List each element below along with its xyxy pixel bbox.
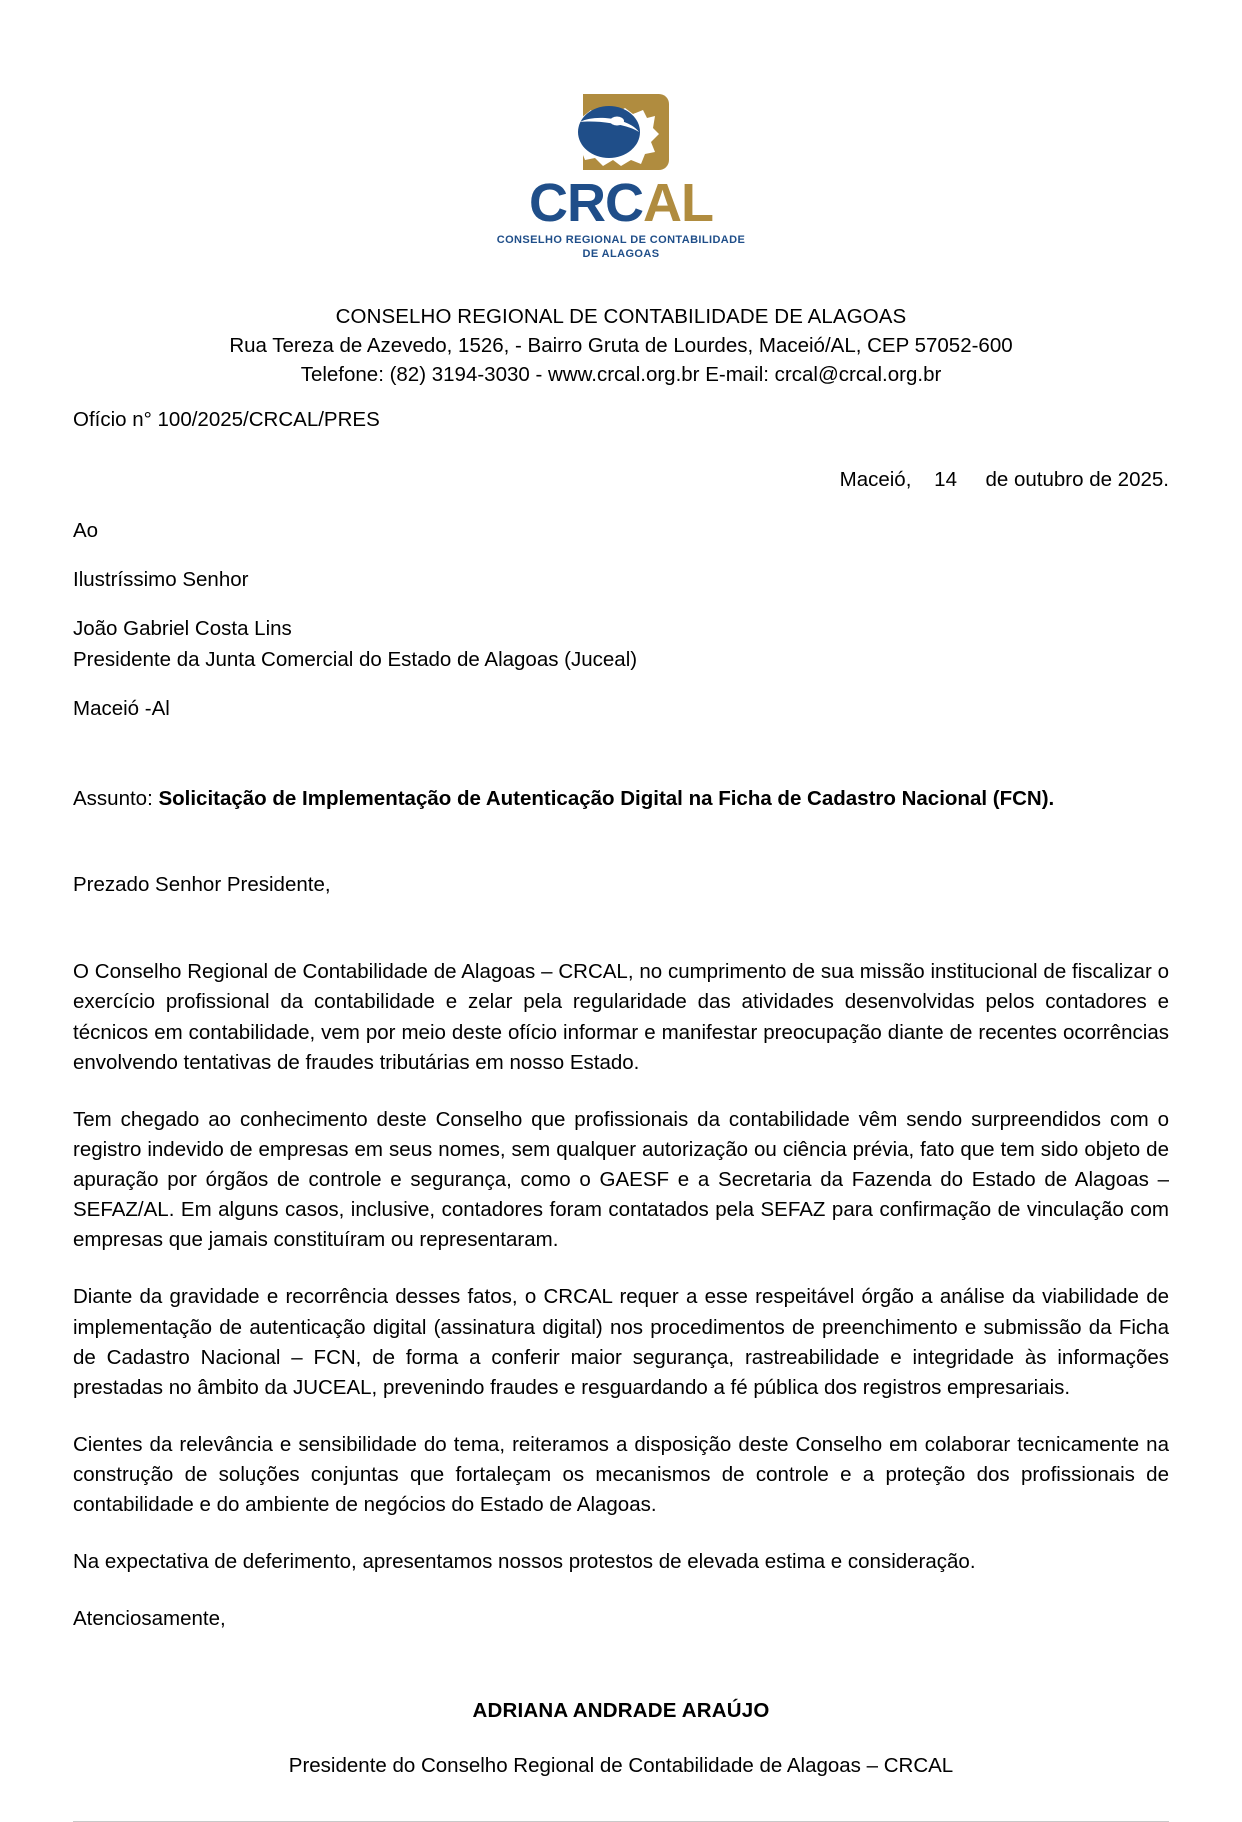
organization-contact: Telefone: (82) 3194-3030 - www.crcal.org.br E-mail: crcal@crcal.org.br — [300, 362, 942, 386]
signature-block — [73, 1696, 1169, 1781]
recipient-to: Ao — [73, 519, 99, 543]
subject-label: Assunto: — [73, 786, 159, 810]
salutation: Prezado Senhor Presidente, — [73, 872, 331, 896]
recipient-city: Maceió -Al — [73, 697, 170, 721]
logo-subtitle-line2: DE ALAGOAS — [582, 247, 660, 260]
organization-name: CONSELHO REGIONAL DE CONTABILIDADE DE ALAGOAS — [335, 304, 907, 328]
organization-address: Rua Tereza de Azevedo, 1526, - Bairro Gruta de Lourdes, Maceió/AL, CEP 57052-600 — [229, 333, 1013, 357]
subject-text: Solicitação de Implementação de Autenticação Digital na Ficha de Cadastro Nacional (FCN). — [158, 786, 1055, 810]
recipient-title: Presidente da Junta Comercial do Estado de Alagoas (Juceal) — [73, 648, 638, 672]
crcal-wordmark — [529, 173, 713, 233]
wordmark-crc: CRC — [529, 173, 643, 233]
body-paragraph: Diante da gravidade e recorrência desses fatos, o CRCAL requer a esse respeitável órgão a análise da viabilidade de implementação de autenticação digital (assinatura digital) nos procedimentos de preenchimento e submissão da Ficha de Cadastro Nacional – FCN, de forma a conferir maior segurança, rastreabilidade e integridade às informações prestadas no âmbito da JUCEAL, prevenindo fraudes e resguardando a fé pública dos registros empresariais. — [73, 1285, 1169, 1399]
crcal-logo — [0, 0, 1242, 262]
body-paragraph: Cientes da relevância e sensibilidade do tema, reiteramos a disposição deste Conselho em colaborar tecnicamente na construção de soluções conjuntas que fortaleçam os mecanismos de controle e a proteção dos profissionais de contabilidade e do ambiente de negócios do Estado de Alagoas. — [73, 1432, 1169, 1517]
subject-line — [73, 784, 1169, 814]
recipient-honorific: Ilustríssimo Senhor — [73, 567, 249, 591]
recipient-block — [73, 516, 1169, 724]
body-paragraph: Tem chegado ao conhecimento deste Conselho que profissionais da contabilidade vêm sendo surpreendidos com o registro indevido de empresas em seus nomes, sem qualquer autorização ou ciência prévia, fato que tem sido objeto de apuração por órgãos de controle e segurança, como o GAESF e a Secretaria da Fazenda do Estado de Alagoas – SEFAZ/AL. Em alguns casos, inclusive, contadores foram contatados pela SEFAZ para confirmação de vinculação com empresas que jamais constituíram ou representaram. — [73, 1107, 1169, 1252]
logo-subtitle-line1: CONSELHO REGIONAL DE CONTABILIDADE — [496, 234, 746, 246]
signatory-role: Presidente do Conselho Regional de Contabilidade de Alagoas – CRCAL — [288, 1754, 954, 1778]
closing-statement: Na expectativa de deferimento, apresentamos nossos protestos de elevada estima e consideração. — [73, 1550, 976, 1574]
wordmark-al: AL — [643, 173, 713, 233]
body-paragraph: O Conselho Regional de Contabilidade de Alagoas – CRCAL, no cumprimento de sua missão institucional de fiscalizar o exercício profissional da contabilidade e zelar pela regularidade das atividades desenvolvidas pelos contadores e técnicos em contabilidade, vem por meio deste ofício informar e manifestar preocupação diante de recentes ocorrências envolvendo tentativas de fraudes tributárias em nosso Estado. — [73, 960, 1169, 1074]
crcal-emblem-icon — [547, 88, 695, 174]
letterhead-address-block — [0, 302, 1242, 389]
letter-date: Maceió, 14 de outubro de 2025. — [839, 467, 1169, 491]
signatory-name: ADRIANA ANDRADE ARAÚJO — [472, 1698, 770, 1722]
recipient-name: João Gabriel Costa Lins — [73, 616, 292, 640]
letter-body — [0, 405, 1242, 1781]
crcal-logo-subtitle — [497, 234, 745, 262]
letter-reference-number: Ofício n° 100/2025/CRCAL/PRES — [73, 407, 380, 431]
sign-off: Atenciosamente, — [73, 1607, 226, 1631]
